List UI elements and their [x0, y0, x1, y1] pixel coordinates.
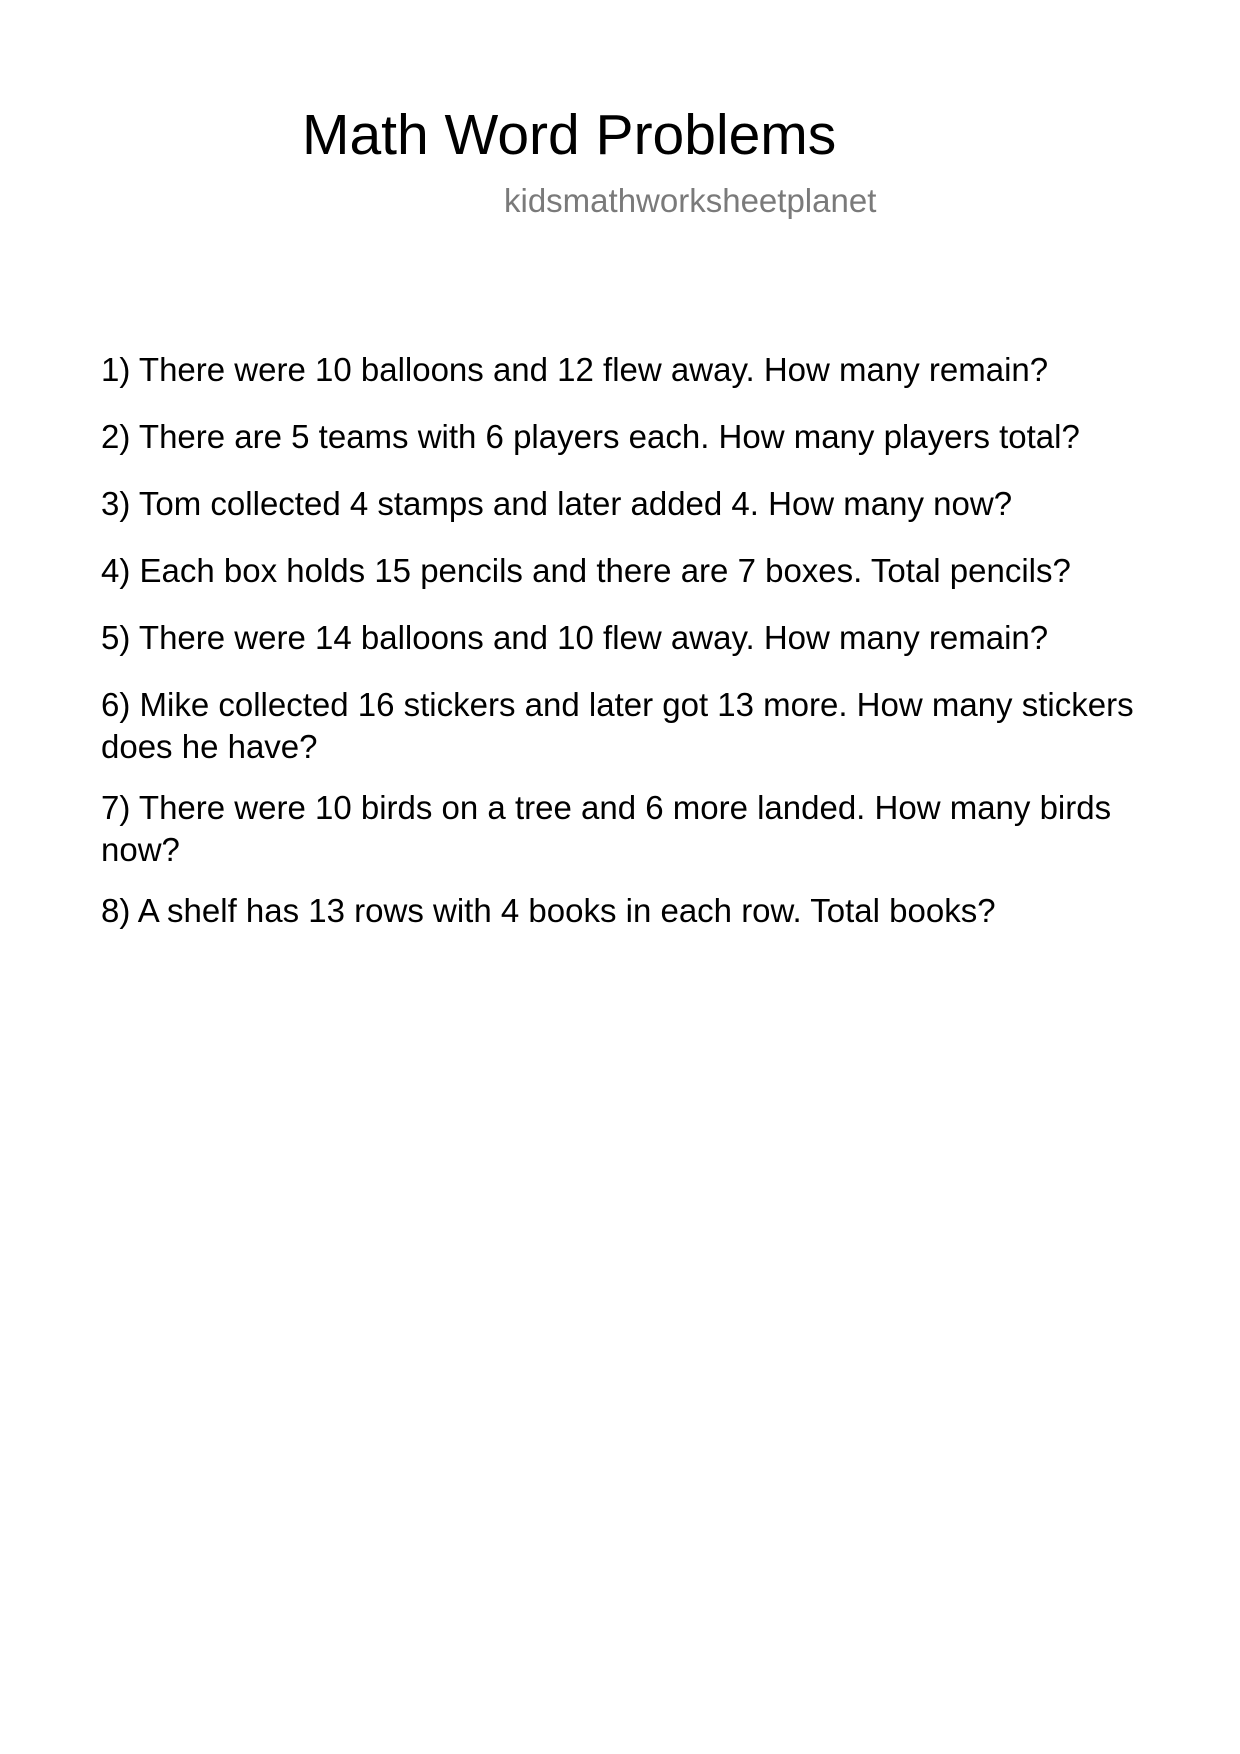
problem-6: 6) Mike collected 16 stickers and later got 13 more. How many stickers does he have? — [101, 686, 1134, 765]
page-title: Math Word Problems — [302, 103, 837, 167]
problem-5: 5) There were 14 balloons and 10 flew away. How many remain? — [101, 619, 1049, 656]
problem-4: 4) Each box holds 15 pencils and there are 7 boxes. Total pencils? — [101, 552, 1071, 589]
problem-3: 3) Tom collected 4 stamps and later added 4. How many now? — [101, 485, 1013, 522]
problem-8: 8) A shelf has 13 rows with 4 books in each row. Total books? — [101, 892, 996, 929]
problem-7: 7) There were 10 birds on a tree and 6 more landed. How many birds now? — [101, 789, 1112, 868]
problem-list — [101, 349, 1181, 957]
problem-1: 1) There were 10 balloons and 12 flew away. How many remain? — [101, 351, 1049, 388]
problem-2: 2) There are 5 teams with 6 players each. How many players total? — [101, 418, 1080, 455]
site-name: kidsmathworksheetplanet — [504, 182, 877, 219]
